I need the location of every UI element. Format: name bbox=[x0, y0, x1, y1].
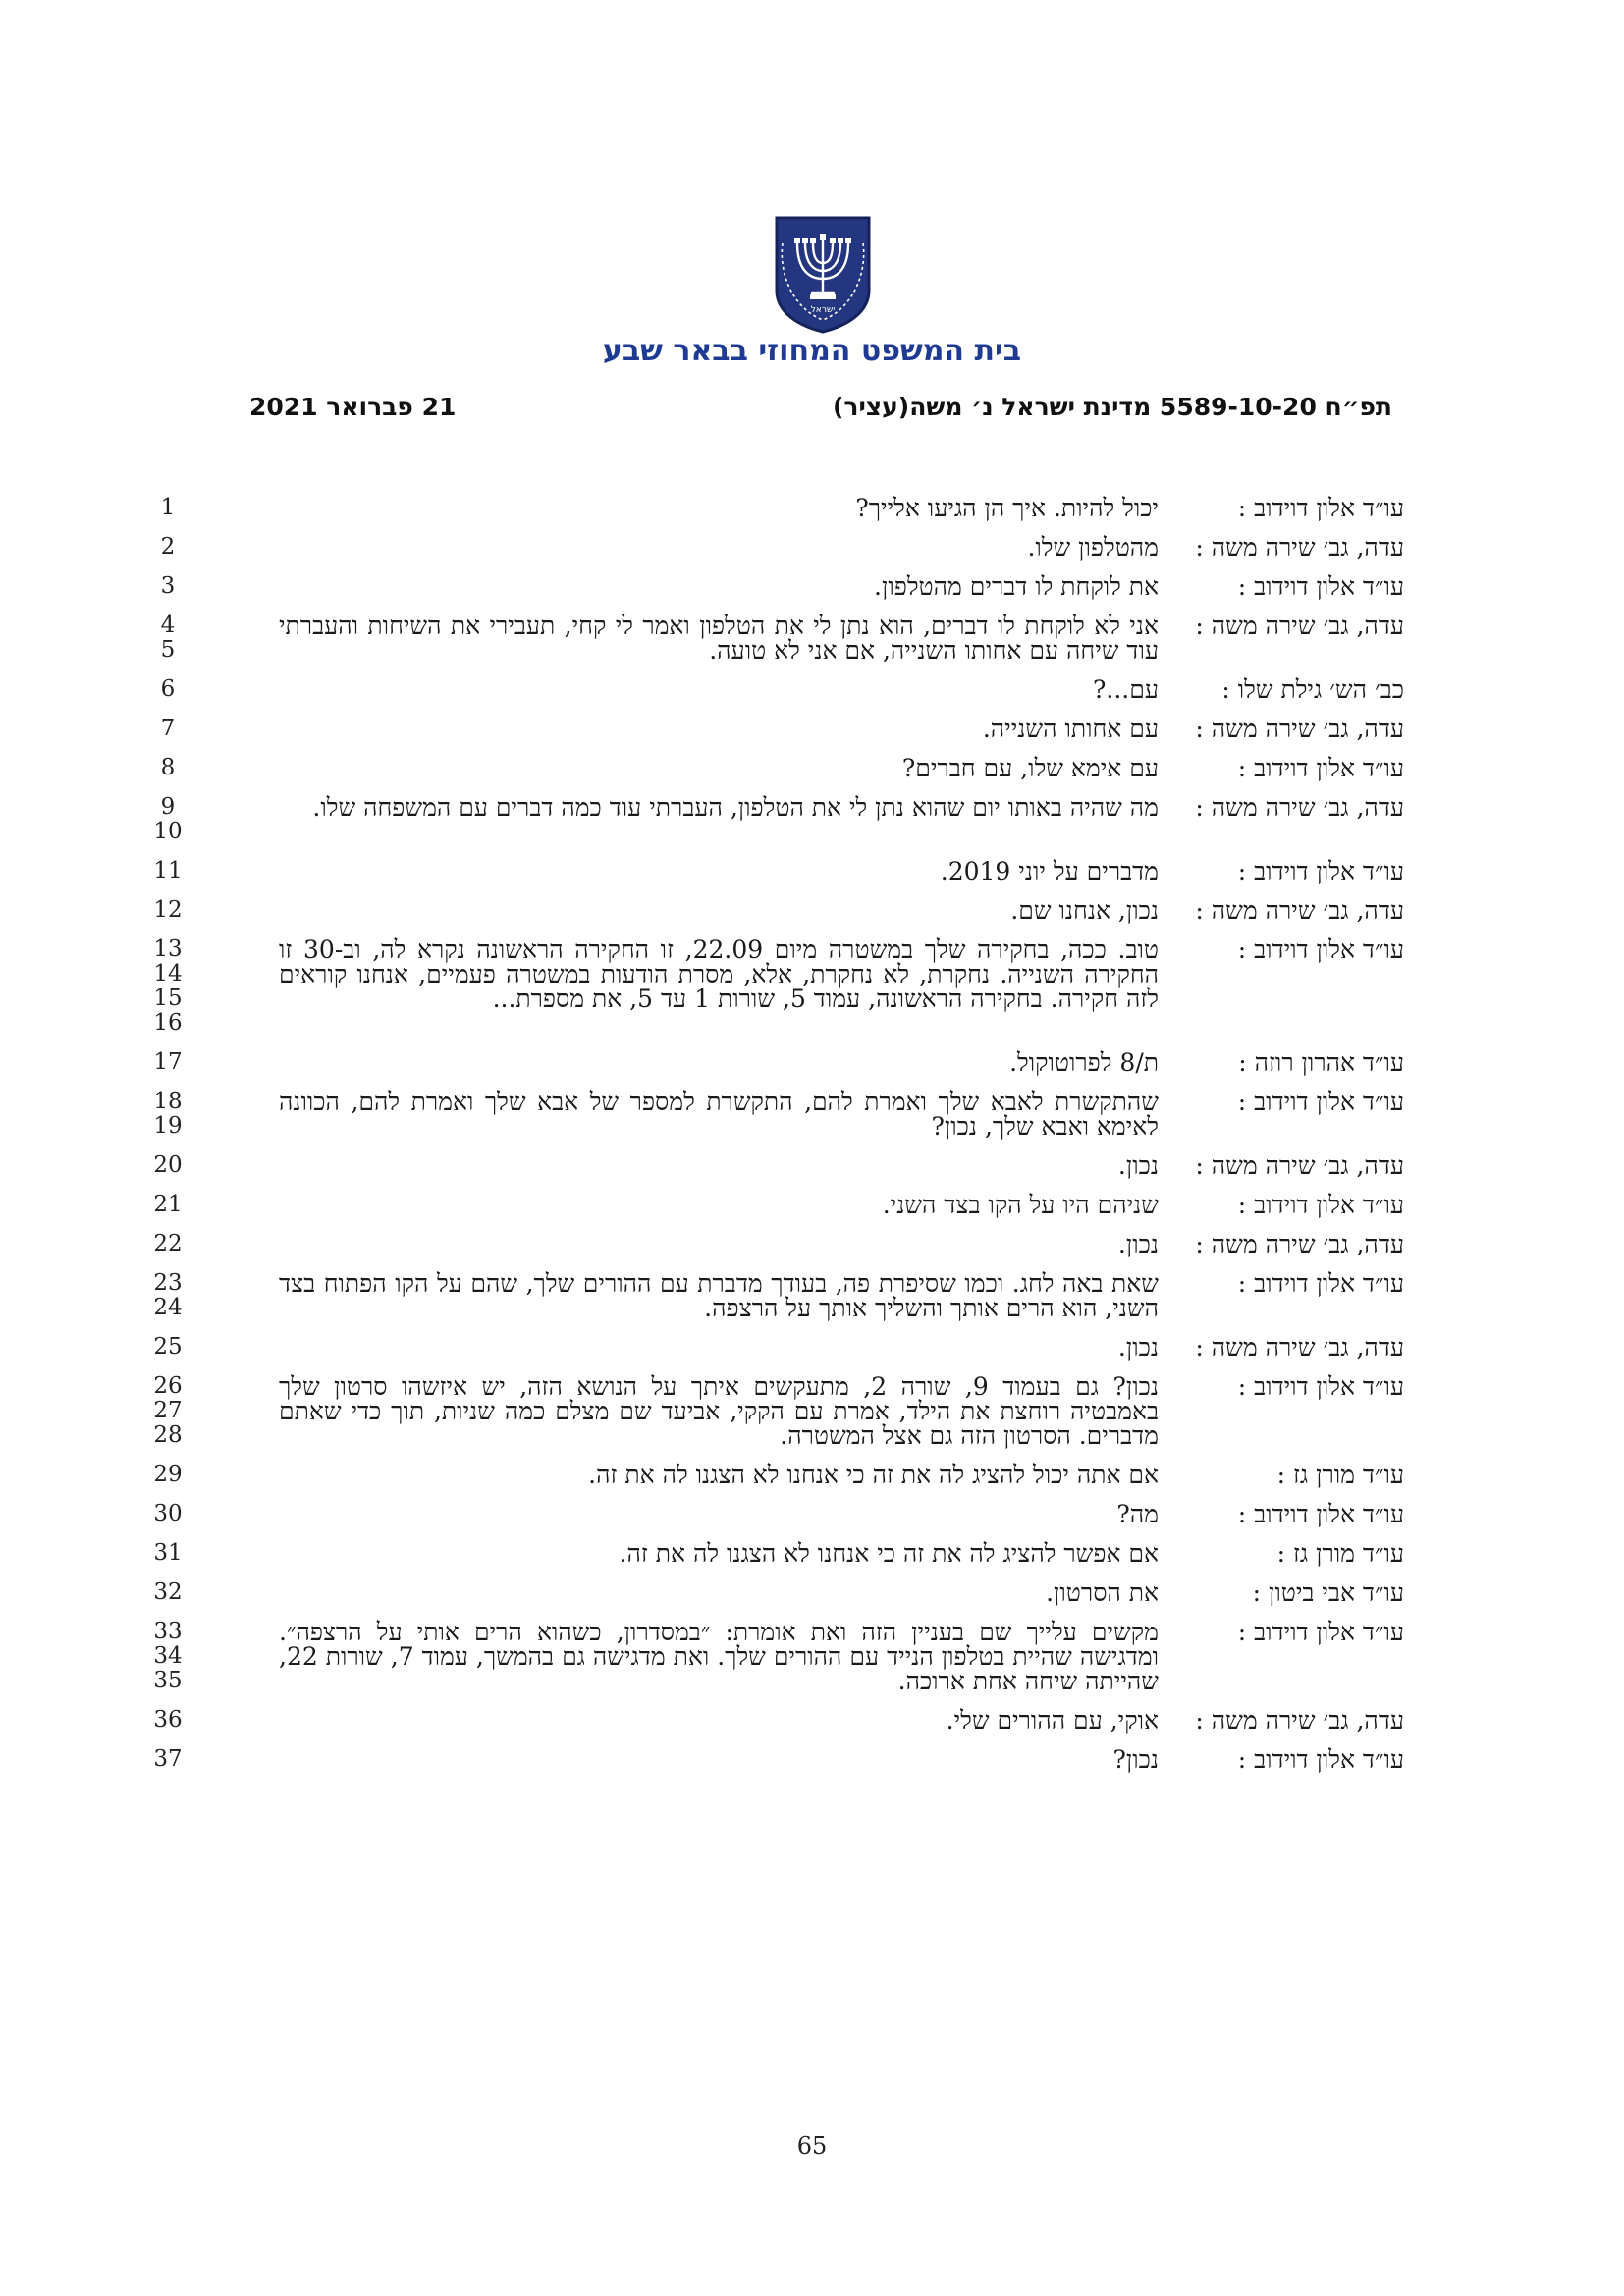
transcript-row bbox=[147, 1541, 1404, 1566]
speaker-label: עו״ד אלון דוידוב : bbox=[1237, 494, 1404, 522]
transcript-row bbox=[147, 1193, 1404, 1217]
line-numbers: 7 bbox=[160, 716, 176, 741]
speaker-label: עדה, גב׳ שירה משה : bbox=[1195, 715, 1404, 743]
speaker-label: עדה, גב׳ שירה משה : bbox=[1195, 612, 1404, 640]
line-numbers: 32 bbox=[153, 1579, 183, 1605]
line-numbers: 3 bbox=[160, 573, 176, 599]
line-numbers: 23 24 bbox=[153, 1270, 183, 1320]
line-numbers: 8 bbox=[160, 755, 176, 780]
transcript-row bbox=[147, 859, 1404, 883]
speaker-label: עו״ד אלון דוידוב : bbox=[1237, 857, 1404, 885]
line-numbers: 1 bbox=[160, 495, 176, 520]
utterance-text: עם...? bbox=[1093, 675, 1159, 704]
line-numbers: 6 bbox=[160, 676, 176, 702]
line-numbers: 26 27 28 bbox=[153, 1373, 183, 1448]
transcript-row bbox=[147, 1580, 1404, 1605]
speaker-label: עו״ד אלון דוידוב : bbox=[1237, 1745, 1404, 1774]
speaker-label: עו״ד אלון דוידוב : bbox=[1237, 1088, 1404, 1116]
speaker-label: עדה, גב׳ שירה משה : bbox=[1195, 1333, 1404, 1362]
speaker-label: עו״ד אלון דוידוב : bbox=[1237, 1500, 1404, 1528]
transcript-row bbox=[147, 677, 1404, 702]
utterance-text: מה שהיה באותו יום שהוא נתן לי את הטלפון, העברתי עוד כמה דברים עם המשפחה שלו. bbox=[312, 793, 1159, 822]
speaker-label: עדה, גב׳ שירה משה : bbox=[1195, 896, 1404, 925]
line-numbers: 2 bbox=[160, 534, 176, 560]
speaker-label: עדה, גב׳ שירה משה : bbox=[1195, 533, 1404, 561]
speaker-label: עו״ד אלון דוידוב : bbox=[1237, 1191, 1404, 1219]
transcript-row bbox=[147, 1502, 1404, 1526]
transcript-row bbox=[147, 535, 1404, 560]
utterance-text: נכון? גם בעמוד 9, שורה 2, מתעקשים איתך על הנושא הזה, יש איזשהו סרטון שלך באמבטיה רוחצת את הילד, אמרת עם הקקי, אביעד שם מצלם כמה שניות, תוך כדי שאתם מדברים. הסרטון הזה גם אצל המשטרה. bbox=[279, 1372, 1159, 1450]
speaker-label: עו״ד אהרון רוזה : bbox=[1238, 1048, 1404, 1077]
utterance-text: את הסרטון. bbox=[1046, 1578, 1159, 1607]
utterance-text: נכון? bbox=[1112, 1745, 1159, 1774]
speaker-label: עו״ד מורן גז : bbox=[1276, 1539, 1404, 1568]
utterance-text: עם אחותו השנייה. bbox=[982, 715, 1159, 743]
transcript-row bbox=[147, 614, 1404, 663]
transcript-row bbox=[147, 1620, 1404, 1693]
transcript-row bbox=[147, 756, 1404, 780]
line-numbers: 30 bbox=[153, 1501, 183, 1526]
speaker-label: עו״ד מורן גז : bbox=[1276, 1461, 1404, 1489]
speaker-label: עדה, גב׳ שירה משה : bbox=[1195, 1230, 1404, 1258]
case-title: תפ״ח 5589-10-20 מדינת ישראל נ׳ משה(עציר) bbox=[832, 393, 1392, 421]
utterance-text: יכול להיות. איך הן הגיעו אלייך? bbox=[855, 494, 1159, 522]
speaker-label: עו״ד אבי ביטון : bbox=[1252, 1578, 1404, 1607]
transcript-row bbox=[147, 496, 1404, 520]
utterance-text: שניהם היו על הקו בצד השני. bbox=[882, 1191, 1159, 1219]
state-of-israel-emblem-icon bbox=[771, 214, 875, 334]
line-numbers: 21 bbox=[153, 1192, 183, 1217]
transcript-row bbox=[147, 795, 1404, 844]
transcript-row bbox=[147, 1335, 1404, 1360]
line-numbers: 36 bbox=[153, 1707, 183, 1733]
line-numbers: 12 bbox=[153, 897, 183, 923]
line-numbers: 22 bbox=[153, 1231, 183, 1256]
transcript bbox=[147, 496, 1404, 1787]
utterance-text: אם אתה יכול להציג לה את זה כי אנחנו לא הצגנו לה את זה. bbox=[588, 1461, 1159, 1489]
transcript-row bbox=[147, 898, 1404, 923]
utterance-text: אם אפשר להציג לה את זה כי אנחנו לא הצגנו לה את זה. bbox=[619, 1539, 1159, 1568]
transcript-row bbox=[147, 1708, 1404, 1733]
transcript-row bbox=[147, 1747, 1404, 1772]
utterance-text: שאת באה לחג. וכמו שסיפרת פה, בעודך מדברת עם ההורים שלך, שהם על הקו הפתוח בצד השני, הוא הרים אותך והשליך אותך על הרצפה. bbox=[279, 1269, 1159, 1322]
speaker-label: עו״ד אלון דוידוב : bbox=[1237, 1618, 1404, 1646]
transcript-row bbox=[147, 937, 1404, 1036]
transcript-row bbox=[147, 1153, 1404, 1178]
speaker-label: עו״ד אלון דוידוב : bbox=[1237, 1269, 1404, 1298]
utterance-text: אני לא לוקחת לו דברים, הוא נתן לי את הטלפון ואמר לי קחי, תעבירי את השיחות והעברתי עוד שיחה עם אחותו השנייה, אם אני לא טועה. bbox=[279, 612, 1159, 665]
transcript-row bbox=[147, 1374, 1404, 1448]
utterance-text: מקשים עלייך שם בעניין הזה ואת אומרת: ״במסדרון, כשהוא הרים אותי על הרצפה״. ומדגישה שהיית בטלפון הנייד עם ההורים שלך. ואת מדגישה גם בהמשך, עמוד 7, שורות 22, שהייתה שיחה אחת ארוכה. bbox=[279, 1618, 1159, 1695]
line-numbers: 9 10 bbox=[153, 794, 183, 844]
speaker-label: עו״ד אלון דוידוב : bbox=[1237, 935, 1404, 964]
transcript-row bbox=[147, 1271, 1404, 1320]
utterance-text: נכון. bbox=[1117, 1151, 1159, 1180]
speaker-label: עו״ד אלון דוידוב : bbox=[1237, 1372, 1404, 1401]
utterance-text: נכון, אנחנו שם. bbox=[1010, 896, 1159, 925]
speaker-label: עדה, גב׳ שירה משה : bbox=[1195, 1706, 1404, 1735]
line-numbers: 13 14 15 16 bbox=[153, 936, 183, 1036]
line-numbers: 33 34 35 bbox=[153, 1619, 183, 1693]
svg-text:ישראל: ישראל bbox=[810, 305, 836, 315]
utterance-text: את לוקחת לו דברים מהטלפון. bbox=[874, 572, 1159, 601]
line-numbers: 18 19 bbox=[153, 1089, 183, 1139]
line-numbers: 17 bbox=[153, 1049, 183, 1075]
utterance-text: טוב. ככה, בחקירה שלך במשטרה מיום 22.09, זו החקירה הראשונה נקרא לה, וב-30 זו החקירה השנייה. נחקרת, לא נחקרת, אלא, מסרת הודעות במשטרה פעמיים, אנחנו קוראים לזה חקירה. בחקירה הראשונה, עמוד 5, שורות 1 עד 5, את מספרת... bbox=[279, 935, 1159, 1013]
speaker-label: עו״ד אלון דוידוב : bbox=[1237, 572, 1404, 601]
line-numbers: 4 5 bbox=[160, 613, 176, 663]
utterance-text: עם אימא שלו, עם חברים? bbox=[901, 754, 1159, 782]
utterance-text: שהתקשרת לאבא שלך ואמרת להם, התקשרת למספר של אבא שלך ואמרת להם, הכוונה לאימא ואבא שלך, נכון? bbox=[279, 1088, 1159, 1141]
transcript-row bbox=[147, 1232, 1404, 1256]
line-numbers: 29 bbox=[153, 1462, 183, 1487]
line-numbers: 20 bbox=[153, 1152, 183, 1178]
court-name: בית המשפט המחוזי בבאר שבע bbox=[602, 334, 1022, 368]
utterance-text: נכון. bbox=[1117, 1230, 1159, 1258]
line-numbers: 25 bbox=[153, 1334, 183, 1360]
line-numbers: 31 bbox=[153, 1540, 183, 1566]
transcript-row bbox=[147, 1050, 1404, 1075]
speaker-label: כב׳ הש׳ גילת שלו : bbox=[1221, 675, 1404, 704]
transcript-row bbox=[147, 717, 1404, 741]
utterance-text: מהטלפון שלו. bbox=[1027, 533, 1159, 561]
line-numbers: 11 bbox=[153, 858, 183, 883]
utterance-text: מדברים על יוני 2019. bbox=[940, 857, 1159, 885]
transcript-row bbox=[147, 574, 1404, 599]
speaker-label: עדה, גב׳ שירה משה : bbox=[1195, 793, 1404, 822]
speaker-label: עו״ד אלון דוידוב : bbox=[1237, 754, 1404, 782]
utterance-text: ת/8 לפרוטוקול. bbox=[1009, 1048, 1159, 1077]
transcript-row bbox=[147, 1090, 1404, 1139]
transcript-row bbox=[147, 1463, 1404, 1487]
utterance-text: מה? bbox=[1116, 1500, 1159, 1528]
line-numbers: 37 bbox=[153, 1746, 183, 1772]
utterance-text: נכון. bbox=[1117, 1333, 1159, 1362]
speaker-label: עדה, גב׳ שירה משה : bbox=[1195, 1151, 1404, 1180]
utterance-text: אוקי, עם ההורים שלי. bbox=[946, 1706, 1159, 1735]
hearing-date: 21 פברואר 2021 bbox=[249, 393, 457, 421]
page-number: 65 bbox=[796, 2132, 828, 2160]
